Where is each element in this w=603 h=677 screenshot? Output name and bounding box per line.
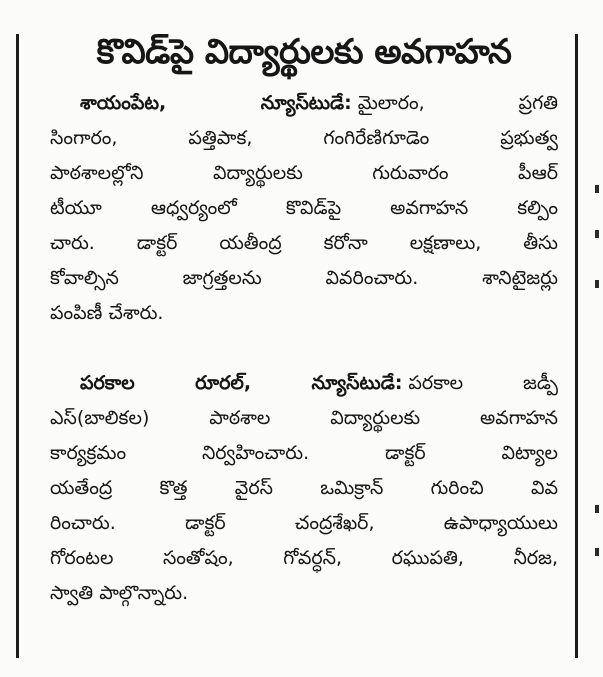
article-headline: కొవిడ్‌పై విద్యార్థులకు అవగాహన [96, 32, 512, 72]
adjacent-column-fragment [595, 280, 599, 288]
story-text-line: స్వాతి పాల్గొన్నారు. [50, 582, 189, 604]
story-text-line: పాఠశాలల్లోని విద్యార్థులకు గురువారం పీఆర్ [50, 162, 558, 184]
story-first-line [50, 366, 558, 401]
story-text-line: పరకాల జడ్పీ [408, 372, 558, 394]
story-text-line: యతేంద్ర కొత్త వైరస్ ఒమిక్రాన్ గురించి వివ [50, 477, 558, 499]
story-text-line: గోరంటల సంతోషం, గోవర్ధన్, రఘుపతి, నీరజ, [50, 547, 558, 569]
story-text-line: కోవాల్సిన జాగ్రత్తలను వివరించారు. శానిటైజర్లు [50, 267, 558, 289]
article-story-parakala [50, 366, 558, 611]
adjacent-column-fragment [595, 185, 599, 193]
right-column-rule [575, 34, 578, 658]
story-text-line: రించారు. డాక్టర్ చంద్రశేఖర్, ఉపాధ్యాయులు [50, 512, 558, 534]
article-story-shayampet [50, 86, 558, 331]
story-text-line: కార్యక్రమం నిర్వహించారు. డాక్టర్ విట్యాల [50, 442, 558, 464]
story-text-line: పంపిణీ చేశారు. [50, 302, 164, 324]
story-dateline: శాయంపేట, న్యూస్‌టుడే: [80, 92, 352, 114]
story-dateline: పరకాల రూరల్, న్యూస్‌టుడే: [80, 372, 403, 394]
adjacent-column-fragment [595, 505, 599, 513]
story-text-line: సింగారం, పత్తిపాక, గంగిరేణిగూడెం ప్రభుత్వ [50, 127, 558, 149]
story-text-line: ఎస్(బాలికల) పాఠశాల విద్యార్థులకు అవగాహన [50, 407, 558, 429]
adjacent-column-fragment [595, 548, 599, 556]
story-text-line: చారు. డాక్టర్ యతీంద్ర కరోనా లక్షణాలు, తీసు [50, 232, 558, 254]
story-text-line: మైలారం, ప్రగతి [357, 92, 558, 114]
story-text-line: టీయూ ఆధ్వర్యంలో కొవిడ్‌పై అవగాహన కల్పిం [50, 197, 558, 219]
left-column-rule [16, 34, 19, 658]
story-first-line [50, 86, 558, 121]
adjacent-column-fragment [595, 230, 599, 238]
